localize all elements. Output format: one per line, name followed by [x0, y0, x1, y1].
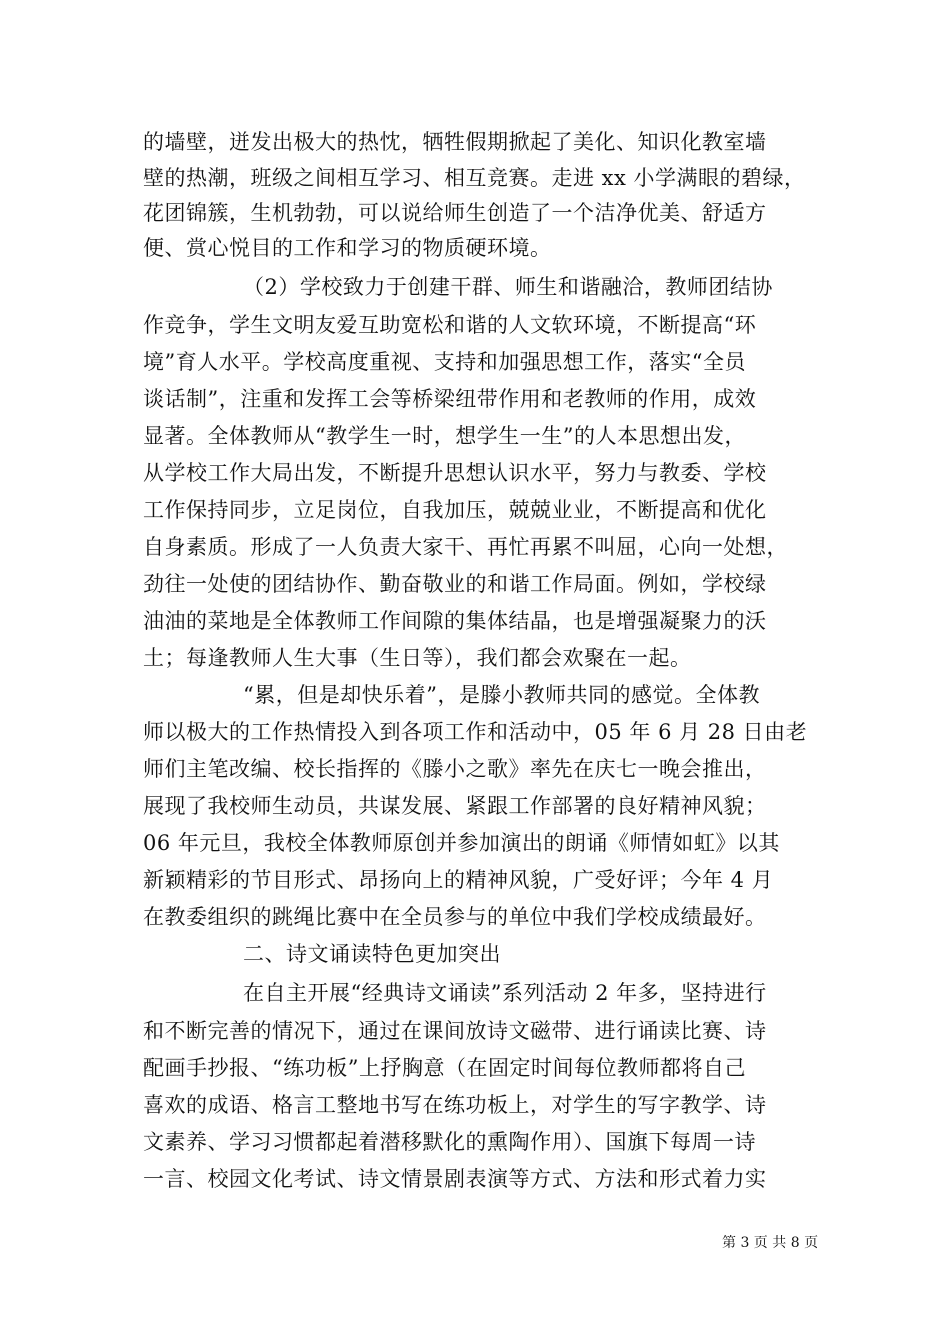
text-line: 在自主开展“经典诗文诵读”系列活动 2 年多，坚持进行	[243, 981, 767, 1005]
text-line: 显著。全体教师从“教学生一时，想学生一生”的人本思想出发，	[143, 424, 746, 448]
text-line: “累，但是却快乐着”，是滕小教师共同的感觉。全体教	[243, 683, 760, 707]
text-line: 花团锦簇，生机勃勃，可以说给师生创造了一个洁净优美、舒适方	[143, 201, 767, 225]
text-line: 境”育人水平。学校高度重视、支持和加强思想工作，落实“全员	[143, 350, 746, 374]
section-heading: 二、诗文诵读特色更加突出	[243, 942, 501, 966]
text-line: 文素养、学习习惯都起着潜移默化的熏陶作用）、国旗下每周一诗	[143, 1130, 756, 1154]
text-line: 工作保持同步，立足岗位，自我加压，兢兢业业，不断提高和优化	[143, 498, 767, 522]
text-line: 展现了我校师生动员，共谋发展、紧跟工作部署的良好精神风貌；	[143, 794, 767, 818]
page-number: 第 3 页 共 8 页	[722, 1235, 819, 1251]
text-line: 壁的热潮，班级之间相互学习、相互竞赛。走进 xx 小学满眼的碧绿，	[143, 166, 806, 190]
text-line: 师以极大的工作热情投入到各项工作和活动中，05 年 6 月 28 日由老	[143, 720, 808, 744]
text-line: 06 年元旦，我校全体教师原创并参加演出的朗诵《师情如虹》以其	[143, 831, 780, 855]
text-line: 喜欢的成语、格言工整地书写在练功板上，对学生的写字教学、诗	[143, 1093, 767, 1117]
text-line: 和不断完善的情况下，通过在课间放诗文磁带、进行诵读比赛、诗	[143, 1019, 767, 1043]
text-line: 新颖精彩的节目形式、昂扬向上的精神风貌，广受好评；今年 4 月	[143, 868, 774, 892]
text-line: 配画手抄报、“练功板”上抒胸意（在固定时间每位教师都将自己	[143, 1056, 746, 1080]
text-line: （2）学校致力于创建干群、师生和谐融洽，教师团结协	[243, 275, 773, 299]
text-line: 油油的菜地是全体教师工作间隙的集体结晶，也是增强凝聚力的沃	[143, 609, 767, 633]
text-line: 便、赏心悦目的工作和学习的物质硬环境。	[143, 236, 552, 260]
text-line: 土；每逢教师人生大事（生日等），我们都会欢聚在一起。	[143, 646, 692, 670]
text-line: 作竞争，学生文明友爱互助宽松和谐的人文软环境，不断提高“环	[143, 313, 757, 337]
text-line: 从学校工作大局出发，不断提升思想认识水平，努力与教委、学校	[143, 461, 767, 485]
text-line: 自身素质。形成了一人负责大家干、再忙再累不叫屈，心向一处想，	[143, 535, 788, 559]
text-line: 劲往一处使的团结协作、勤奋敬业的和谐工作局面。例如，学校绿	[143, 572, 767, 596]
text-line: 的墙壁，迸发出极大的热忱，牺牲假期掀起了美化、知识化教室墙	[143, 130, 767, 154]
text-line: 在教委组织的跳绳比赛中在全员参与的单位中我们学校成绩最好。	[143, 905, 767, 929]
text-line: 师们主笔改编、校长指挥的《滕小之歌》率先在庆七一晚会推出，	[143, 757, 767, 781]
text-line: 谈话制”，注重和发挥工会等桥梁纽带作用和老教师的作用，成效	[143, 387, 757, 411]
text-line: 一言、校园文化考试、诗文情景剧表演等方式、方法和形式着力实	[143, 1167, 767, 1191]
